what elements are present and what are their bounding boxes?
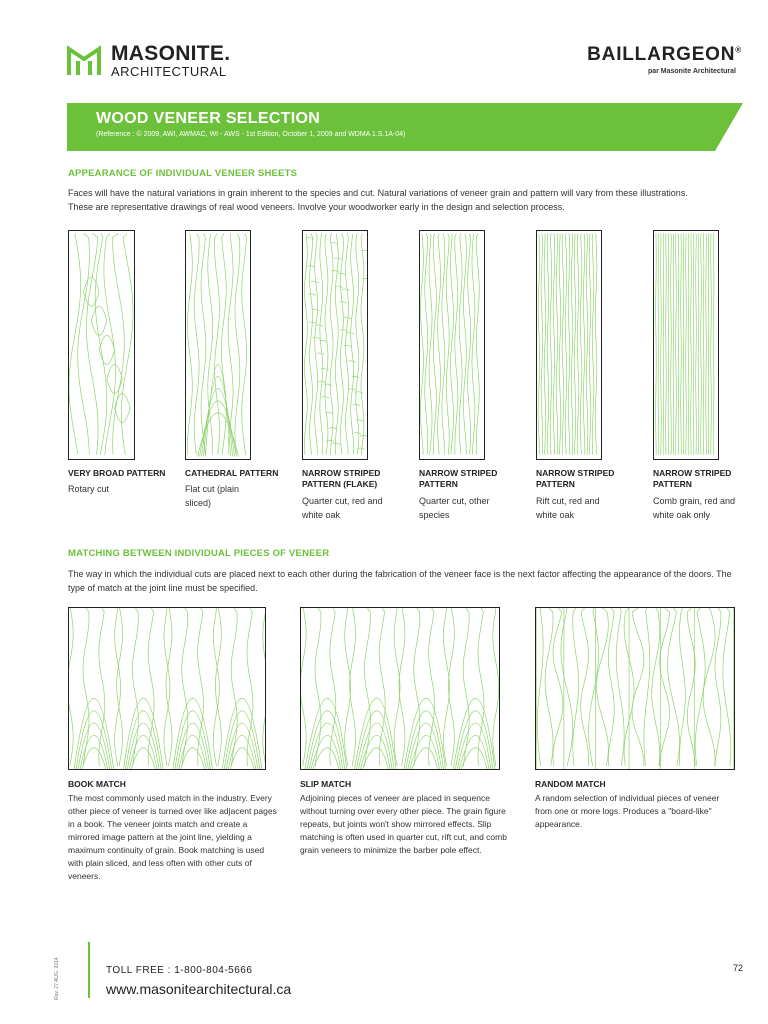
sheet-caption-cut: Quarter cut, other species [419,496,490,520]
matching-intro: The way in which the individual cuts are placed next to each other during the fabrication of the veneer face is the next factor affecting the appearance of the doors. The type of match at the joint line must be specified. [68,569,732,593]
brand-name: MASONITE. [111,42,231,65]
veneer-sheet-rotary [68,230,135,460]
sheet-caption-cut: Rift cut, red and white oak [536,496,600,520]
registered-mark: ® [735,45,742,55]
partner-logo [587,44,742,66]
page-number: 72 [733,963,744,973]
veneer-sheet-flake [302,230,368,460]
veneer-sheet-cathedral [185,230,251,460]
sheet-caption-pattern: VERY BROAD PATTERN [68,468,166,478]
website-link[interactable]: www.masonitearchitectural.ca [106,981,292,997]
match-description: The most commonly used match in the industry. Every other piece of veneer is turned over like adjacent pages in a book. The veneer joints match and create a mirrored image pattern at the joint line, yielding a maximum continuity of grain. Book matching is used with plain sliced, and less often with other cuts of veneers. [68,793,277,881]
sheet-caption-cut: Flat cut (plain sliced) [185,484,240,508]
match-title: SLIP MATCH [300,779,352,789]
sheet-caption-pattern: NARROW STRIPED PATTERN (FLAKE) [302,468,381,489]
sheet-caption-pattern: CATHEDRAL PATTERN [185,468,279,478]
match-description: Adjoining pieces of veneer are placed in sequence without turning over every other piece. The grain figure repeats, but joints won't show mirrored effects. Slip matching is often used in quarter cut, rift cut, and comb grain veneers to minimize the barber pole effect. [300,793,507,855]
veneer-sheet-rift [536,230,602,460]
appearance-intro: Faces will have the natural variations in grain inherent to the species and cut. Natural variations of veneer grain and pattern will vary from these illustrations. These are representative drawings of real wood veneers. Involve your woodworker early in the design and selection process. [68,188,688,212]
page-title: WOOD VENEER SELECTION [96,110,321,127]
match-title: BOOK MATCH [68,779,126,789]
sheet-caption-cut: Quarter cut, red and white oak [302,496,383,520]
sheet-caption-pattern: NARROW STRIPED PATTERN [653,468,732,489]
veneer-sheet-comb [653,230,719,460]
partner-subtitle: par Masonite Architectural [647,68,736,75]
random-match-illustration [535,607,735,770]
book-match-illustration [68,607,266,770]
partner-name: BAILLARGEON [587,44,736,65]
appearance-section-title: APPEARANCE OF INDIVIDUAL VENEER SHEETS [68,168,298,179]
footer-divider [88,942,90,998]
match-title: RANDOM MATCH [535,779,606,789]
veneer-sheet-quarter [419,230,485,460]
revision-date: Rev. 27 AUG. 2014 [54,957,60,1000]
sheet-caption-pattern: NARROW STRIPED PATTERN [419,468,498,489]
matching-section-title: MATCHING BETWEEN INDIVIDUAL PIECES OF VENEER [68,548,330,559]
reference-note: (Reference : © 2009, AWI, AWMAC, WI - AWS - 1st Edition, October 1, 2009 and WDMA 1.S.1A-04) [96,131,406,138]
masonite-logo-icon [67,45,101,75]
match-description: A random selection of individual pieces of veneer from one or more logs. Produces a "board-like" appearance. [535,793,720,829]
toll-free-number: TOLL FREE : 1-800-804-5666 [106,965,253,976]
sheet-caption-cut: Rotary cut [68,484,110,494]
slip-match-illustration [300,607,500,770]
sheet-caption-cut: Comb grain, red and white oak only [653,496,736,520]
brand-subtitle: ARCHITECTURAL [111,64,227,79]
sheet-caption-pattern: NARROW STRIPED PATTERN [536,468,615,489]
